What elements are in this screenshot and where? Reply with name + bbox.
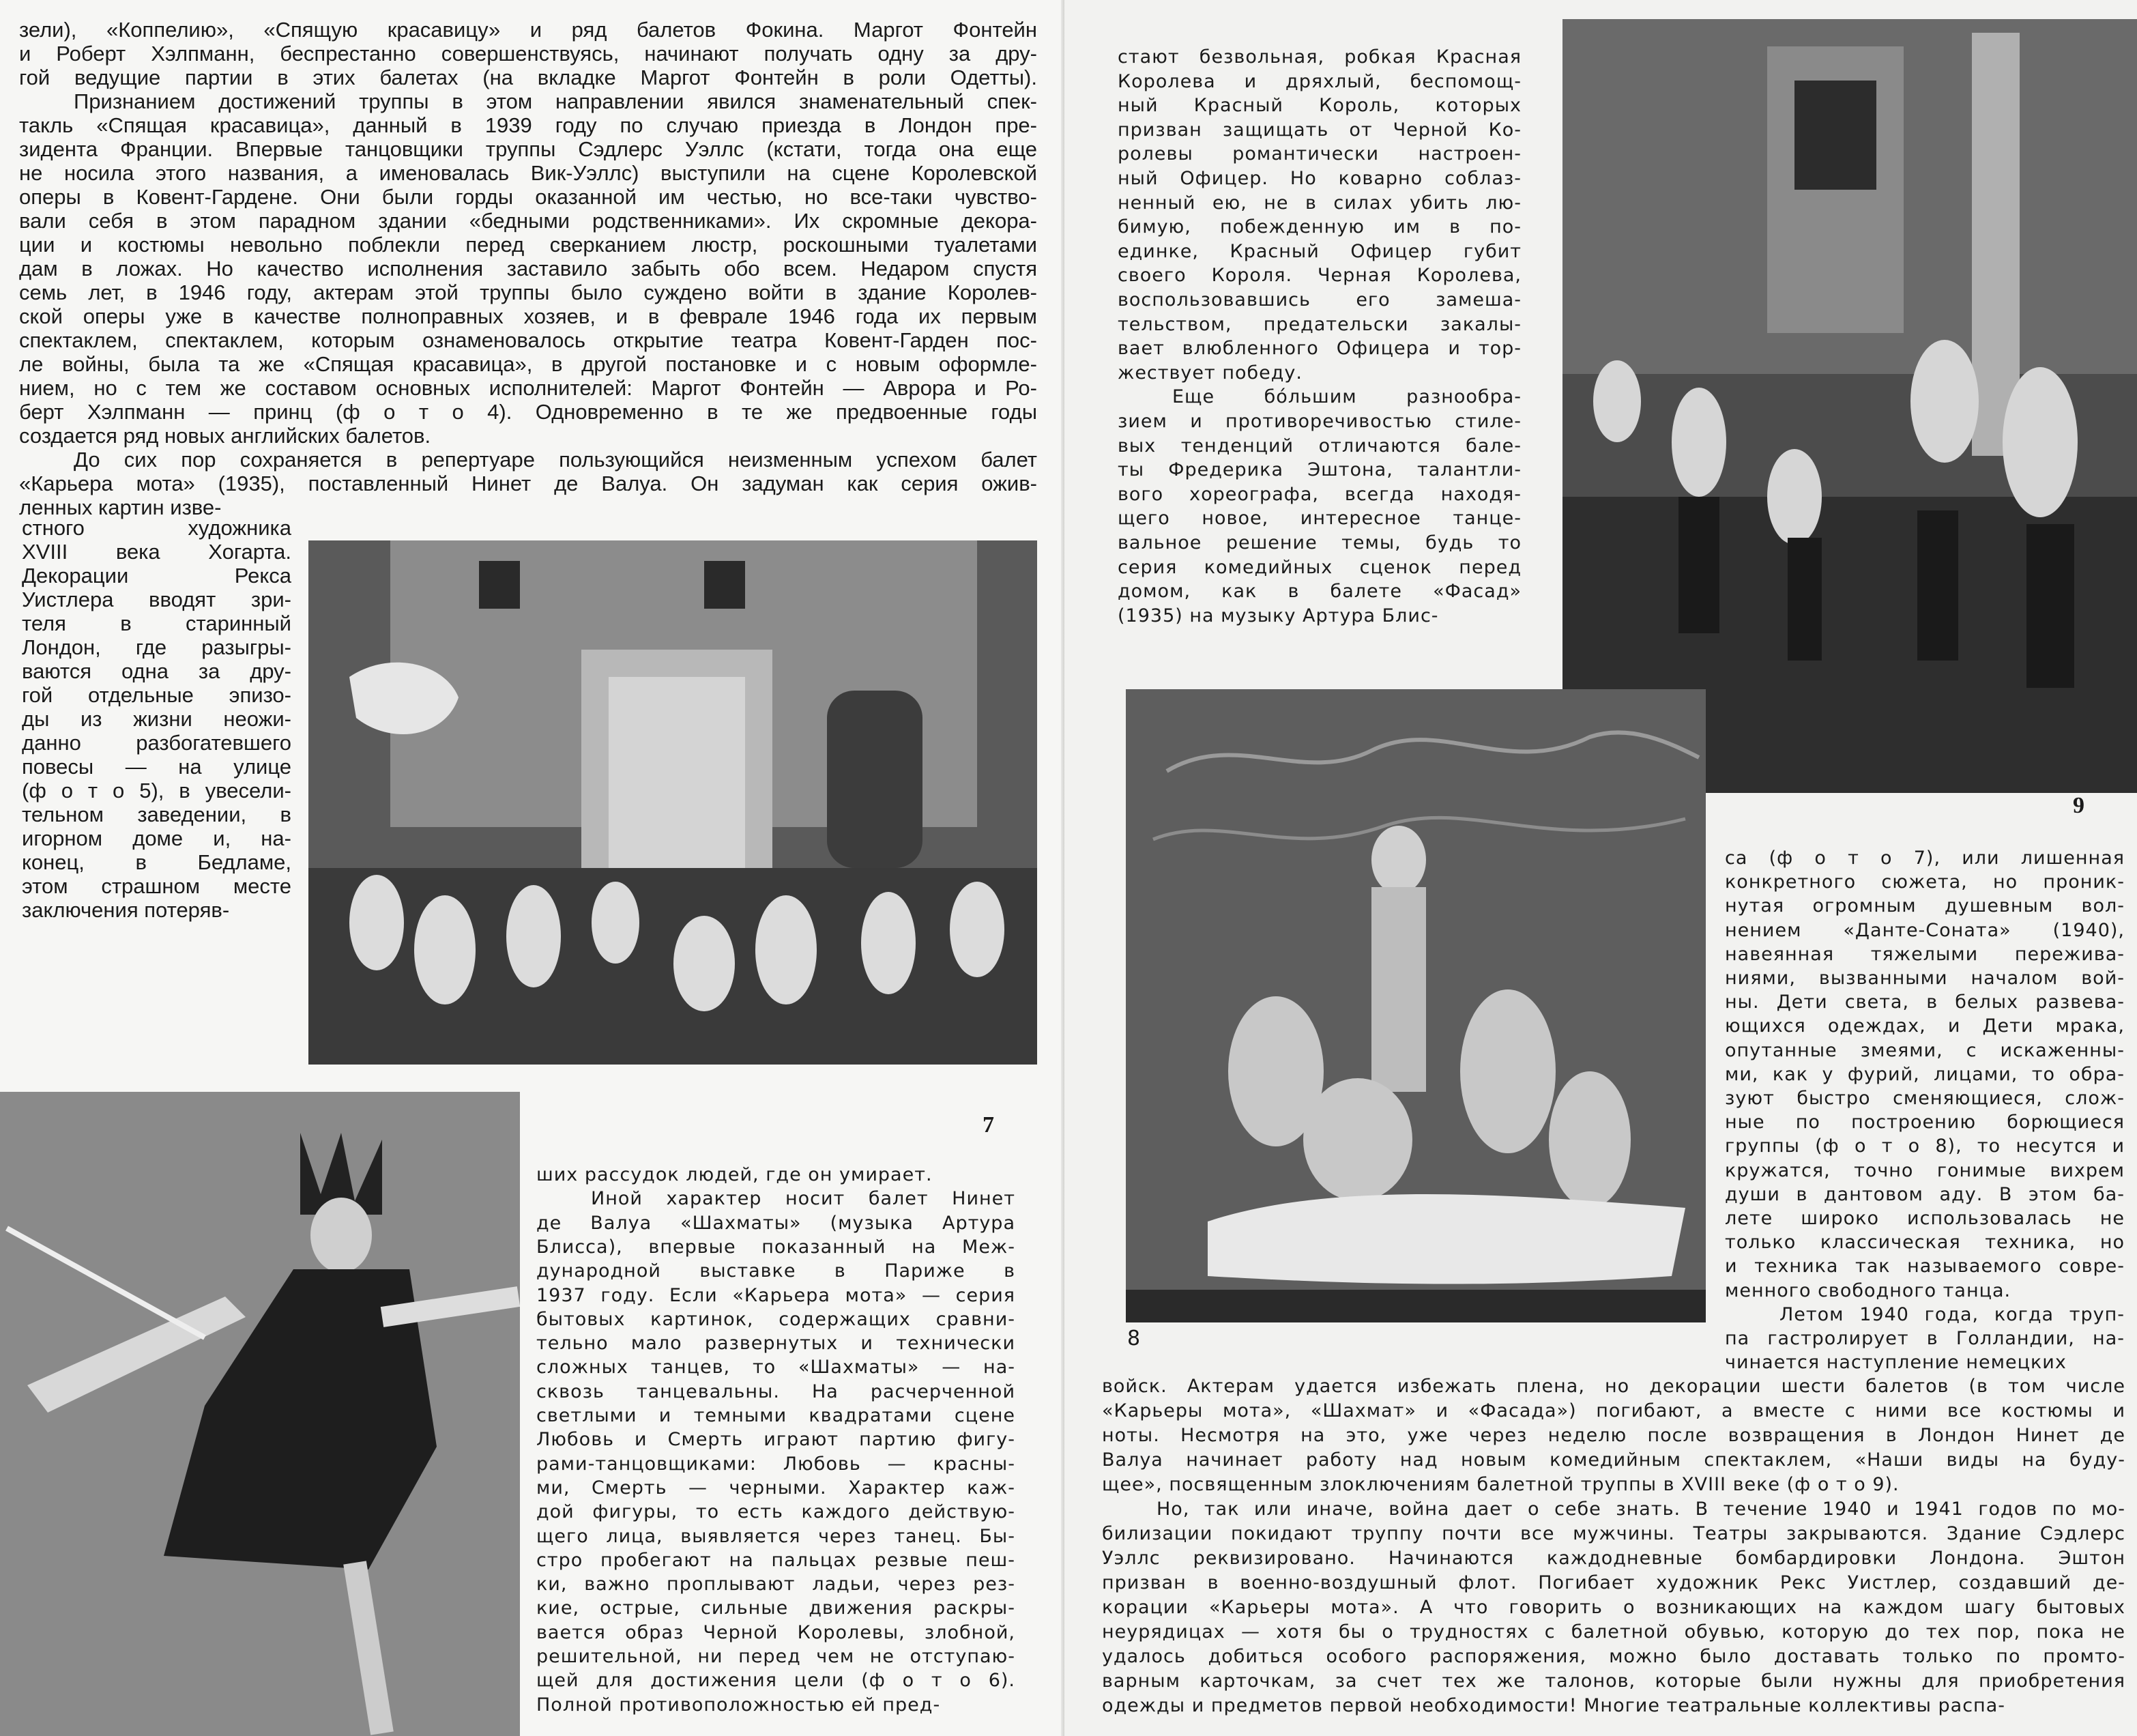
text-line: щего новое, интересное танце- (1118, 508, 1522, 530)
text-line: ющихся одеждах, и Дети мрака, (1725, 1015, 2125, 1037)
text-line: рами-танцовщиками: Любовь — красны- (536, 1453, 1015, 1475)
text-line: корации «Карьеры мота». А что говорить о возникающих на каждом шагу бытовых (1102, 1597, 2125, 1618)
text-line: зели), «Коппелию», «Спящую красавицу» и ряд балетов Фокина. Маргот Фонтейн (19, 18, 1037, 42)
text-line: стного художника (22, 516, 291, 540)
text-line: и техника так называемого совре- (1725, 1256, 2125, 1277)
text-line: души в дантовом аду. В этом ба- (1725, 1183, 2125, 1205)
text-line: ролевы романтически настроен- (1118, 143, 1522, 165)
right-narrow-column (1725, 846, 2125, 1385)
right-bottom-text (1102, 1374, 2125, 1736)
text-line: Полной противоположностью ей пред- (536, 1694, 941, 1716)
text-line: вается образ Черной Королевы, злобной, (536, 1621, 1015, 1643)
text-line: ленных картин изве- (19, 495, 222, 519)
text-line: берт Хэлпманн — принц (ф о т о 4). Одновременно в те же предвоенные годы (19, 400, 1037, 424)
text-line: конкретного сюжета, но проник- (1725, 871, 2125, 893)
text-line: стро пробегают на пальцах резвые пеш- (536, 1549, 1015, 1571)
photo-8-label: 8 (1127, 1327, 1141, 1350)
text-line: навеянная тяжелыми пережива- (1725, 943, 2125, 965)
text-line: создается ряд новых английских балетов. (19, 424, 431, 448)
text-line: вали себя в этом парадном здании «бедными родственниками». Их скромные декора- (19, 209, 1037, 233)
text-line: повесы — на улице (22, 755, 291, 779)
text-line: бимую, побежденную им в по- (1118, 216, 1522, 238)
text-line: оперы в Ковент-Гардене. Они были горды оказанной им честью, но все-таки чувство- (19, 185, 1037, 209)
text-line: ки, важно проплывают ладьи, через рез- (536, 1574, 1015, 1595)
text-line: зием и противоречивостью стиле- (1118, 411, 1522, 432)
text-line: одежды и предметов первой необходимости! Многие театральные коллективы распа- (1102, 1695, 2005, 1716)
text-line: Но, так или иначе, война дает о себе знать. В течение 1940 и 1941 годов по мо- (1157, 1499, 2125, 1520)
text-line: игорном доме и, на- (22, 826, 291, 850)
photo-8-dante-sonata (1126, 689, 1706, 1322)
photo-7-label: 7 (983, 1112, 994, 1138)
text-line: сложных танцев, то «Шахматы» — на- (536, 1357, 1015, 1378)
text-line: единке, Красный Офицер губит (1118, 240, 1522, 262)
text-line: данно разбогатевшего (22, 731, 291, 755)
text-line: ции и костюмы невольно поблекли перед сверканием люстр, роскошными туалетами (19, 233, 1037, 257)
text-line: серия комедийных сценок перед (1118, 556, 1522, 578)
text-line: вого хореографа, всегда находя- (1118, 483, 1522, 505)
text-line: Иной характер носит балет Нинет (591, 1188, 1015, 1210)
text-line: не носила этого названия, а именовалась Вик-Уэллс) выступили на сцене Королевской (19, 161, 1037, 185)
text-line: чинается наступление немецких (1725, 1352, 2067, 1374)
text-line: теля в старинный (22, 611, 291, 635)
text-line: Лондон, где разыгры- (22, 635, 291, 659)
text-line: Валуа начинает работу над новым комедийным спектаклем, «Наши виды на буду- (1102, 1449, 2125, 1471)
photo-5-rake-progress-street-scene (308, 540, 1037, 1065)
text-line: дой фигуры, то есть каждого действую- (536, 1501, 1015, 1523)
text-line: домом, как в балете «Фасад» (1118, 581, 1522, 603)
text-line: Еще бо́льшим разнообра- (1172, 386, 1522, 408)
text-line: Уэллс реквизировано. Начинаются каждодневные бомбардировки Лондона. Эштон (1102, 1548, 2125, 1569)
text-line: воспользовавшись его замеша- (1118, 289, 1522, 310)
text-line: Признанием достижений труппы в этом направлении явился знаменательный спек- (74, 89, 1037, 113)
text-line: тельством, предательски закалы- (1118, 313, 1522, 335)
text-line: «Карьеры мота», «Шахмат» и «Фасада») погибают, а вместе с ними все костюмы и (1102, 1400, 2125, 1421)
text-line: щее», посвященным злоключениям балетной труппы в XVIII веке (ф о т о 9). (1102, 1474, 1900, 1495)
text-line: Летом 1940 года, когда труп- (1779, 1303, 2125, 1325)
text-line: кружатся, точно гонимые вихрем (1725, 1159, 2125, 1181)
text-line: менного свободного танца. (1725, 1279, 2011, 1301)
text-line: зидента Франции. Впервые танцовщики труппы Сэдлерс Уэллс (кстати, тогда она еще (19, 137, 1037, 161)
text-line: «Карьера мота» (1935), поставленный Нинет де Валуа. Он задуман как серия ожив- (19, 472, 1037, 495)
text-line: лете широко использовалась не (1725, 1208, 2125, 1229)
photo-6-black-queen-dancer (0, 1092, 520, 1736)
text-line: стают безвольная, робкая Красная (1118, 46, 1522, 68)
text-line: ваются одна за дру- (22, 659, 291, 683)
text-line: тельном заведении, в (22, 802, 291, 826)
text-line: щей для достижения цели (ф о т о 6). (536, 1670, 1015, 1692)
text-line: варным карточкам, за счет тех же талонов, которые были нужны для приобретения (1102, 1670, 2125, 1692)
text-line: опутанные змеями, с искаженны- (1725, 1039, 2125, 1061)
text-line: Уистлера вводят зри- (22, 588, 291, 611)
text-line: спектаклем, спектаклем, которым ознаменовалось открытие театра Ковент-Гарден пос- (19, 328, 1037, 352)
text-line: войск. Актерам удается избежать плена, но декорации шести балетов (в том числе (1102, 1376, 2125, 1397)
left-page (0, 0, 1064, 1736)
text-line: (ф о т о 5), в увесели- (22, 779, 291, 802)
text-line: нием, но с тем же составом основных исполнителей: Маргот Фонтейн — Аврора и Ро- (19, 376, 1037, 400)
text-line: сквозь танцевальны. На расчерченной (536, 1380, 1015, 1402)
text-line: ный Красный Король, которых (1118, 95, 1522, 117)
text-line: Блисса), впервые показанный на Меж- (536, 1236, 1015, 1258)
text-line: са (ф о т о 7), или лишенная (1725, 848, 2125, 869)
left-narrow-column (22, 516, 291, 939)
text-line: светлыми и темными квадратами сцене (536, 1405, 1015, 1426)
text-line: неурядицах — хотя бы о трудностях с балетной обувью, которую до тех пор, пока не (1102, 1621, 2125, 1643)
text-line: гой ведущие партии в этих балетах (на вкладке Маргот Фонтейн в роли Одетты). (19, 66, 1037, 89)
text-line: вает влюбленного Офицера и тор- (1118, 338, 1522, 360)
right-page (1064, 0, 2137, 1736)
photo-9-the-prospect-before-us (1562, 19, 2137, 793)
text-line: зуют быстро сменяющиеся, слож- (1725, 1088, 2125, 1109)
text-line: призван в военно-воздушный флот. Погибает художник Рекс Уистлер, создавший де- (1102, 1572, 2125, 1593)
text-line: семь лет, в 1946 году, актерам этой труппы было суждено войти в здание Королев- (19, 280, 1037, 304)
text-line: ные по построению борющиеся (1725, 1112, 2125, 1133)
text-line: ми, как у фурий, лицами, то обра- (1725, 1063, 2125, 1085)
text-line: щего лица, выявляется через танец. Бы- (536, 1525, 1015, 1547)
text-line: па гастролирует в Голландии, на- (1725, 1328, 2125, 1349)
text-line: ле войны, была та же «Спящая красавица», в другой постановке и с новым оформле- (19, 352, 1037, 376)
text-line: этом страшном месте (22, 874, 291, 898)
text-line: ты Фредерика Эштона, талантли- (1118, 459, 1522, 481)
text-line: ненный ею, не в силах убить лю- (1118, 192, 1522, 214)
text-line: бытовых картинок, содержащих сравни- (536, 1308, 1015, 1330)
text-line: Декорации Рекса (22, 564, 291, 588)
text-line: жествует победу. (1118, 362, 1303, 384)
text-line: ших рассудок людей, где он умирает. (536, 1164, 933, 1185)
text-line: ны. Дети света, в белых развева- (1725, 992, 2125, 1013)
text-line: такль «Спящая красавица», данный в 1939 году по случаю приезда в Лондон пре- (19, 113, 1037, 137)
text-line: дународной выставке в Париже в (536, 1260, 1015, 1282)
text-line: нутая огромным душевным вол- (1725, 895, 2125, 917)
photo-9-label: 9 (2073, 793, 2084, 818)
text-line: нением «Данте-Соната» (1940), (1725, 919, 2125, 941)
text-line: ниями, вызванными началом вой- (1725, 968, 2125, 989)
text-line: ды из жизни неожи- (22, 707, 291, 731)
text-line: вых тенденций отличаются бале- (1118, 435, 1522, 457)
text-line: своего Короля. Черная Королева, (1118, 265, 1522, 287)
text-line: ской оперы уже в качестве полноправных хозяев, и в феврале 1946 года их первым (19, 304, 1037, 328)
text-line: 1937 году. Если «Карьера мота» — серия (536, 1284, 1015, 1306)
text-line: Любовь и Смерть играют партию фигу- (536, 1429, 1015, 1451)
text-line: гой отдельные эпизо- (22, 683, 291, 707)
text-line: До сих пор сохраняется в репертуаре пользующийся неизменным успехом балет (74, 448, 1037, 472)
text-line: ми, Смерть — черными. Характер каж- (536, 1477, 1015, 1499)
text-line: дам в ложах. Но качество исполнения заставило забыть обо всем. Недаром спустя (19, 257, 1037, 280)
text-line: ноты. Несмотря на это, уже через неделю после возвращения в Лондон Нинет де (1102, 1425, 2125, 1446)
text-line: только классическая техника, но (1725, 1232, 2125, 1254)
text-line: кие, острые, сильные движения раскры- (536, 1597, 1015, 1619)
text-line: конец, в Бедламе, (22, 850, 291, 874)
left-bottom-column (536, 1163, 1015, 1736)
text-line: билизации покидают труппу почти все мужчины. Театры закрываются. Здание Сэдлерс (1102, 1523, 2125, 1544)
text-line: удалось добиться особого распоряжения, можно было доставать только по промто- (1102, 1646, 2125, 1667)
text-line: группы (ф о т о 8), то несутся и (1725, 1135, 2125, 1157)
text-line: и Роберт Хэлпманн, беспрестанно совершенствуясь, начинают получать одну за дру- (19, 42, 1037, 66)
right-top-column (1118, 45, 1522, 646)
text-line: призван защищать от Черной Ко- (1118, 119, 1522, 141)
text-line: тельно мало развернутых и технически (536, 1333, 1015, 1355)
text-line: Королева и дряхлый, беспомощ- (1118, 70, 1522, 92)
left-top-text (19, 0, 1037, 532)
text-line: вальное решение темы, будь то (1118, 532, 1522, 553)
text-line: заключения потеряв- (22, 898, 230, 922)
text-line: решительной, ни перед чем не отступаю- (536, 1646, 1015, 1667)
text-line: ный Офицер. Но коварно соблаз- (1118, 168, 1522, 189)
text-line: де Валуа «Шахматы» (музыка Артура (536, 1212, 1015, 1234)
text-line: XVIII века Хогарта. (22, 540, 291, 564)
text-line: (1935) на музыку Артура Блис- (1118, 605, 1439, 626)
